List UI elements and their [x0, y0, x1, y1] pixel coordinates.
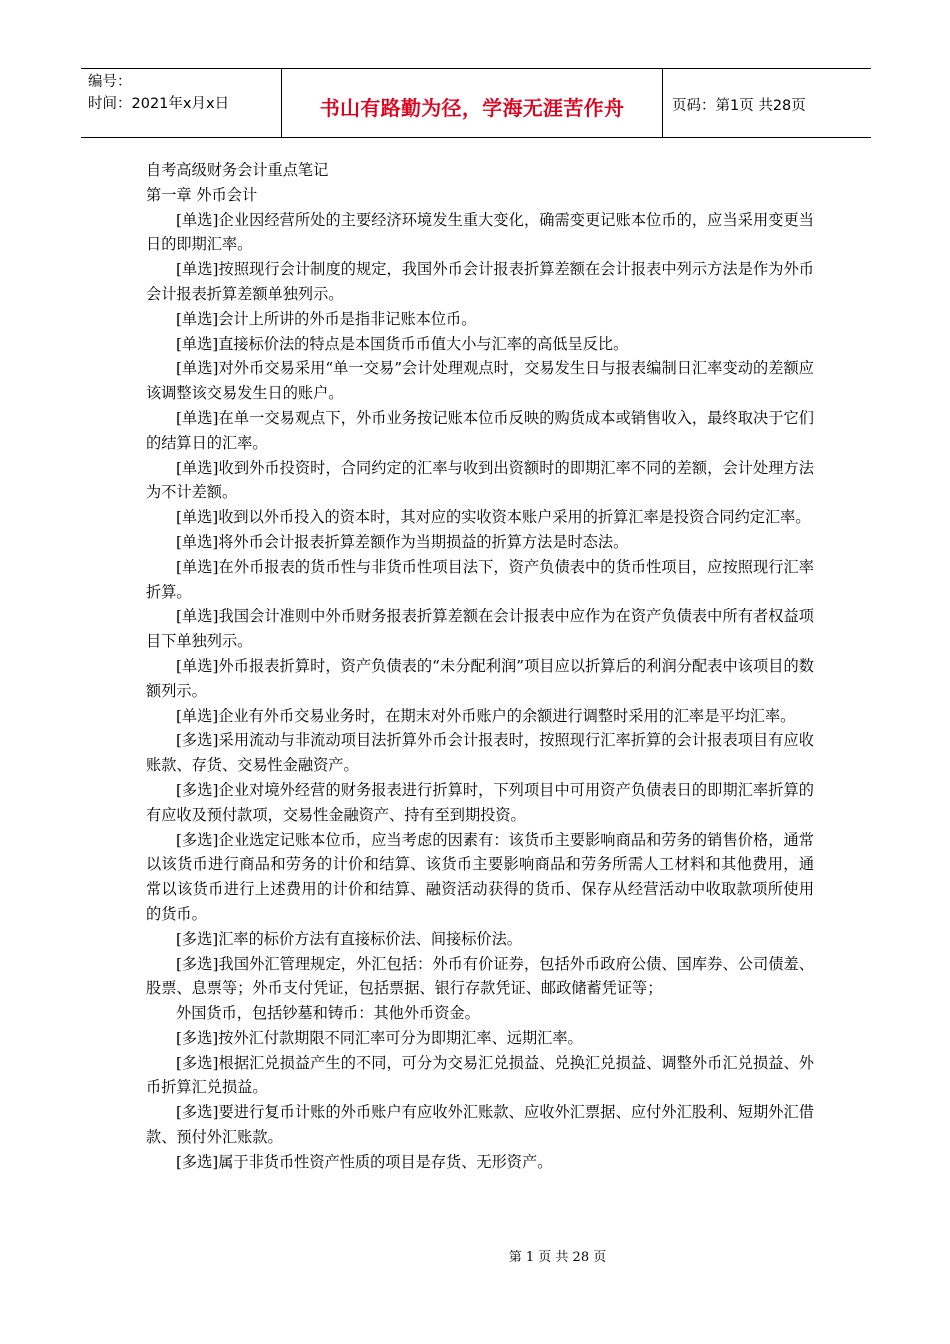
- paragraph: 外国货币，包括钞墓和铸币：其他外币资金。: [176, 1004, 480, 1023]
- paragraph: [多选]根据汇兑损益产生的不同，可分为交易汇兑损益、兑换汇兑损益、调整外币汇兑损益、外币折算汇兑损益。: [146, 1053, 814, 1097]
- paragraph: [单选]直接标价法的特点是本国货币币值大小与汇率的高低呈反比。: [176, 334, 629, 353]
- paragraph: [单选]将外币会计报表折算差额作为当期损益的折算方法是时态法。: [176, 532, 629, 551]
- paragraph: [多选]企业对境外经营的财务报表进行折算时，下列项目中可用资产负债表日的即期汇率折算的有应收及预付款项，交易性金融资产、持有至到期投资。: [146, 780, 814, 824]
- paragraph: [多选]我国外汇管理规定，外汇包括：外币有价证券，包括外币政府公债、国库券、公司债羞、股票、息票等；外币支付凭证，包括票据、银行存款凭证、邮政储蓄凭证等；: [146, 954, 814, 998]
- paragraph: [多选]属于非货币性资产性质的项目是存货、无形资产。: [176, 1152, 553, 1171]
- paragraph: [单选]外币报表折算时，资产负债表的“未分配利润”项目应以折算后的利润分配表中该项目的数额列示。: [146, 656, 814, 700]
- footer-page-number: 第 1 页 共 28 页: [508, 1250, 607, 1265]
- paragraph: [单选]企业因经营所处的主要经济环境发生重大变化，确需变更记账本位币的，应当采用变更当日的即期汇率。: [146, 210, 814, 254]
- paragraph: [单选]我国会计准则中外币财务报表折算差额在会计报表中应作为在资产负债表中所有者权益项目下单独列示。: [146, 607, 814, 651]
- paragraph: [多选]汇率的标价方法有直接标价法、间接标价法。: [176, 929, 522, 948]
- paragraph: [单选]在单一交易观点下，外币业务按记账本位币反映的购货成本或销售收入，最终取决于它们的结算日的汇率。: [146, 408, 814, 452]
- date-label: 时间：2021年x月x日: [88, 96, 230, 112]
- header-page-info: 页码：第1页 共28页: [672, 98, 806, 114]
- paragraph: [多选]采用流动与非流动项目法折算外币会计报表时，按照现行汇率折算的会计报表项目有应收账款、存货、交易性金融资产。: [146, 731, 814, 775]
- paragraph: [单选]收到以外币投入的资本时，其对应的实收资本账户采用的折算汇率是投资合同约定汇率。: [176, 508, 811, 527]
- paragraph: [多选]要进行复币计账的外币账户有应收外汇账款、应收外汇票据、应付外汇股利、短期外汇借款、预付外汇账款。: [146, 1103, 814, 1147]
- document-title: 自考高级财务会计重点笔记: [146, 161, 329, 179]
- motto-text: 书山有路勤为径，学海无涯苦作舟: [319, 95, 625, 120]
- paragraph: [多选]企业选定记账本位币，应当考虑的因素有：该货币主要影响商品和劳务的销售价格，通常以该货币进行商品和劳务的计价和结算、该货币主要影响商品和劳务所需人工材料和其他费用，通常以该货币进行上述费用的计价和结算、融资活动获得的货币、保存从经营活动中收取款项所使用的货币。: [146, 830, 814, 923]
- paragraph: [单选]收到外币投资时，合同约定的汇率与收到出资额时的即期汇率不同的差额，会计处理方法为不计差额。: [146, 458, 814, 502]
- page-footer: [0, 1246, 950, 1265]
- paragraph: [多选]按外汇付款期限不同汇率可分为即期汇率、远期汇率。: [176, 1028, 583, 1047]
- header-meta: [81, 69, 282, 137]
- paragraph: [单选]按照现行会计制度的规定，我国外币会计报表折算差额在会计报表中列示方法是作为外币会计报表折算差额单独列示。: [146, 260, 814, 303]
- header-motto-cell: [282, 69, 663, 137]
- page-header: [81, 68, 871, 138]
- number-label: 编号：: [88, 74, 132, 90]
- paragraph: [单选]对外币交易采用“单一交易”会计处理观点时，交易发生日与报表编制日汇率变动的差额应该调整该交易发生日的账户。: [146, 359, 814, 403]
- paragraph: [单选]会计上所讲的外币是指非记账本位币。: [176, 309, 477, 328]
- paragraph: [单选]企业有外币交易业务时，在期末对外币账户的余额进行调整时采用的汇率是平均汇率。: [176, 706, 796, 725]
- document-body: [146, 158, 814, 1175]
- paragraph: [单选]在外币报表的货币性与非货币性项目法下，资产负债表中的货币性项目，应按照现行汇率折算。: [146, 557, 814, 601]
- chapter-title: 第一章 外币会计: [146, 185, 258, 204]
